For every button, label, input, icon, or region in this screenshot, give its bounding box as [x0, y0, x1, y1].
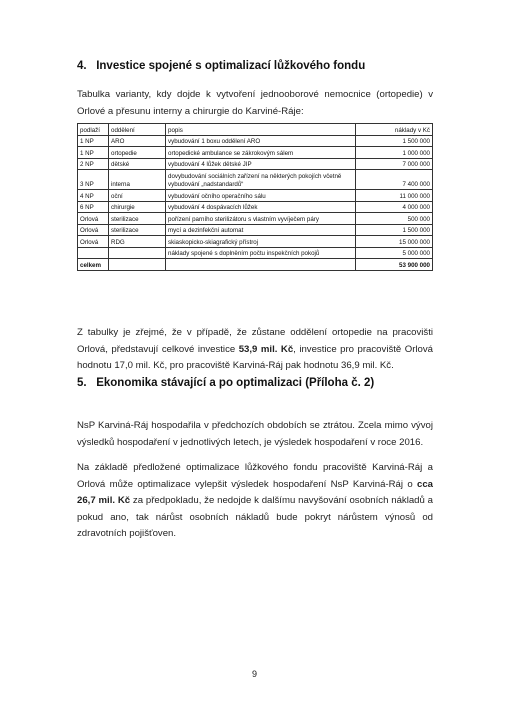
floor-cell: 2 NP [78, 158, 109, 170]
floor-cell: 1 NP [78, 147, 109, 159]
total-value-cell: 53 900 000 [356, 259, 433, 271]
floor-cell: Orlová [78, 213, 109, 225]
department-cell: chirurgie [109, 201, 166, 213]
cost-cell: 7 400 000 [356, 170, 433, 190]
floor-cell: 3 NP [78, 170, 109, 190]
empty-cell [166, 259, 356, 271]
department-cell: ortopedie [109, 147, 166, 159]
description-cell: vybudování 4 dospávacích lůžek [166, 201, 356, 213]
department-cell: oční [109, 190, 166, 202]
table-row [78, 147, 433, 159]
section-number: 5. [77, 377, 87, 389]
description-cell: ortopedické ambulance se zákrokovým sálem [166, 147, 356, 159]
cost-cell: 15 000 000 [356, 236, 433, 248]
section-4-heading [77, 60, 365, 72]
section-title: Ekonomika stávající a po optimalizaci (Příloha č. 2) [96, 377, 375, 389]
table-row [78, 236, 433, 248]
paragraph-text: Na základě předložené optimalizace lůžkového fondu pracoviště Karviná-Ráj a Orlová může optimalizace vylepšit výsledek hospodaření NsP Karviná-Ráj o [77, 462, 433, 490]
table-header-row [78, 124, 433, 136]
column-header: náklady v Kč [356, 124, 433, 136]
section-number: 4. [77, 60, 87, 72]
summary-highlight: 53,9 mil. Kč [238, 343, 294, 355]
floor-cell: 1 NP [78, 135, 109, 147]
department-cell: RDG [109, 236, 166, 248]
cost-cell: 5 000 000 [356, 247, 433, 259]
description-cell: pořízení parního sterilizátoru s vlastním vyvíječem páry [166, 213, 356, 225]
table-intro-paragraph: Tabulka varianty, kdy dojde k vytvoření jednooborové nemocnice (ortopedie) v Orlové a přesunu interny a chirurgie do Karviné-Ráje: [77, 89, 433, 117]
table-row [78, 135, 433, 147]
table-row [78, 190, 433, 202]
floor-cell [78, 247, 109, 259]
description-cell: vybudování 1 boxu oddělení ARO [166, 135, 356, 147]
section-title: Investice spojené s optimalizací lůžkového fondu [96, 60, 366, 72]
floor-cell: Orlová [78, 224, 109, 236]
description-cell: dovybudování sociálních zařízení na některých pokojích včetně vybudování „nadstandardů“ [166, 170, 356, 190]
table-row [78, 247, 433, 259]
section-5-heading [77, 377, 374, 389]
table-row [78, 170, 433, 190]
table-row [78, 213, 433, 225]
cost-cell: 4 000 000 [356, 201, 433, 213]
summary-text: Z tabulky je zřejmé, že v případě, že zůstane oddělení ortopedie na pracovišti Orlová, představují celkové investice [77, 327, 433, 355]
cost-cell: 7 000 000 [356, 158, 433, 170]
description-cell: vybudování očního operačního sálu [166, 190, 356, 202]
description-cell: mycí a dezinfekční automat [166, 224, 356, 236]
column-header: podlaží [78, 124, 109, 136]
description-cell: skiaskopicko-skiagrafický přístroj [166, 236, 356, 248]
paragraph-text: za předpokladu, že nedojde k dalšímu navyšování osobních nákladů a pokud ano, tak nárůst osobních nákladů bude pokryt nárůstem výnosů od zdravotních pojišťoven. [77, 495, 433, 539]
economy-paragraph: NsP Karviná-Ráj hospodařila v předchozích obdobích se ztrátou. Zcela mimo vývoj výsledků hospodaření v jednotlivých letech, je výsledek hospodaření v roce 2016. [77, 420, 433, 448]
empty-cell [109, 259, 166, 271]
floor-cell: 4 NP [78, 190, 109, 202]
page-number: 9 [251, 669, 257, 679]
floor-cell: Orlová [78, 236, 109, 248]
department-cell [109, 247, 166, 259]
department-cell: interna [109, 170, 166, 190]
table-row [78, 224, 433, 236]
cost-cell: 500 000 [356, 213, 433, 225]
department-cell: ARO [109, 135, 166, 147]
department-cell: dětské [109, 158, 166, 170]
department-cell: sterilizace [109, 224, 166, 236]
table-total-row [78, 259, 433, 271]
column-header: popis [166, 124, 356, 136]
cost-cell: 1 500 000 [356, 224, 433, 236]
investment-table [77, 123, 433, 271]
optimization-paragraph [77, 460, 433, 543]
cost-cell: 1 000 000 [356, 147, 433, 159]
total-label-cell: celkem [78, 259, 109, 271]
cost-cell: 1 500 000 [356, 135, 433, 147]
paragraph-highlight: cca 26,7 mil. Kč [77, 478, 433, 506]
description-cell: vybudování 4 lůžek dětské JIP [166, 158, 356, 170]
department-cell: sterilizace [109, 213, 166, 225]
column-header: oddělení [109, 124, 166, 136]
cost-cell: 11 000 000 [356, 190, 433, 202]
description-cell: náklady spojené s doplněním počtu inspekčních pokojů [166, 247, 356, 259]
summary-text: , investice pro pracoviště Orlová hodnotu 17,0 mil. Kč, pro pracoviště Karviná-Ráj pak hodnotu 36,9 mil. Kč. [77, 343, 433, 371]
table-row [78, 158, 433, 170]
summary-paragraph [77, 325, 433, 375]
table-row [78, 201, 433, 213]
floor-cell: 6 NP [78, 201, 109, 213]
